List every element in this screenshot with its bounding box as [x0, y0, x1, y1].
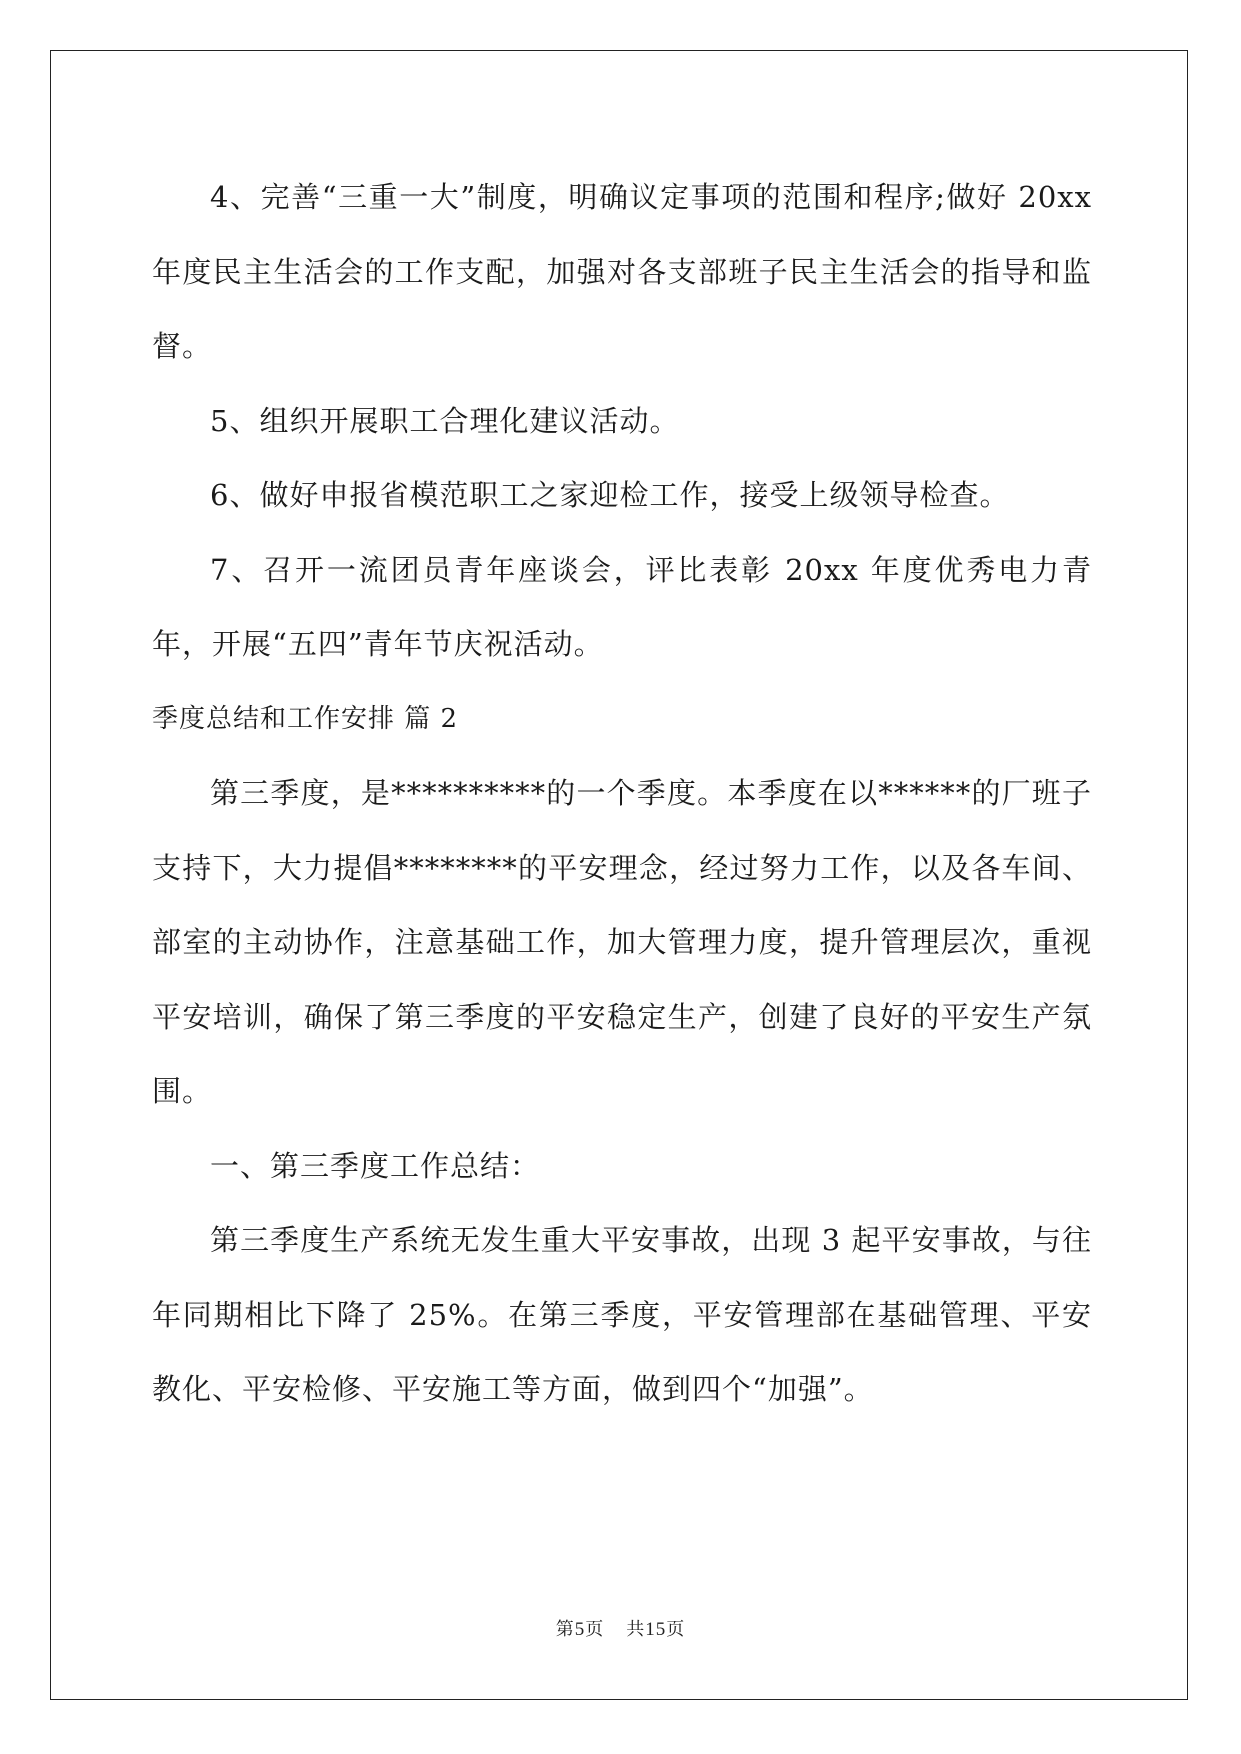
footer-page-number: 5: [574, 1619, 586, 1640]
section-paragraph-intro: 第三季度，是**********的一个季度。本季度在以******的厂班子支持下，大力提倡********的平安理念，经过努力工作，以及各车间、部室的主动协作，注意基础工作，加大管理力度，提升管理层次，重视平安培训，确保了第三季度的平安稳定生产，创建了良好的平安生产氛围。: [152, 776, 1092, 1108]
footer-total-suffix: 页: [666, 1619, 686, 1640]
section-subheading: 一、第三季度工作总结：: [210, 1148, 541, 1183]
footer-total-pages: 15: [645, 1619, 667, 1640]
footer-page-suffix: 页: [585, 1619, 605, 1640]
document-body: [152, 160, 1092, 1427]
footer-prefix: 第: [555, 1619, 575, 1640]
section-paragraph-summary: 第三季度生产系统无发生重大平安事故，出现 3 起平安事故，与往年同期相比下降了 25%。在第三季度，平安管理部在基础管理、平安教化、平安检修、平安施工等方面，做到四个“加强”。: [152, 1223, 1092, 1406]
section-heading: 季度总结和工作安排 篇 2: [152, 703, 459, 734]
footer-total-prefix: 共: [626, 1619, 646, 1640]
paragraph-item-5: 5、组织开展职工合理化建议活动。: [210, 403, 680, 438]
paragraph-item-6: 6、做好申报省模范职工之家迎检工作，接受上级领导检查。: [210, 478, 1010, 512]
paragraph-item-4: 4、完善“三重一大”制度，明确议定事项的范围和程序;做好 20xx 年度民主生活会的工作支配，加强对各支部班子民主生活会的指导和监督。: [152, 180, 1092, 363]
paragraph-item-7: 7、召开一流团员青年座谈会，评比表彰 20xx 年度优秀电力青年，开展“五四”青年节庆祝活动。: [152, 552, 1092, 661]
page-footer: [0, 1615, 1241, 1641]
